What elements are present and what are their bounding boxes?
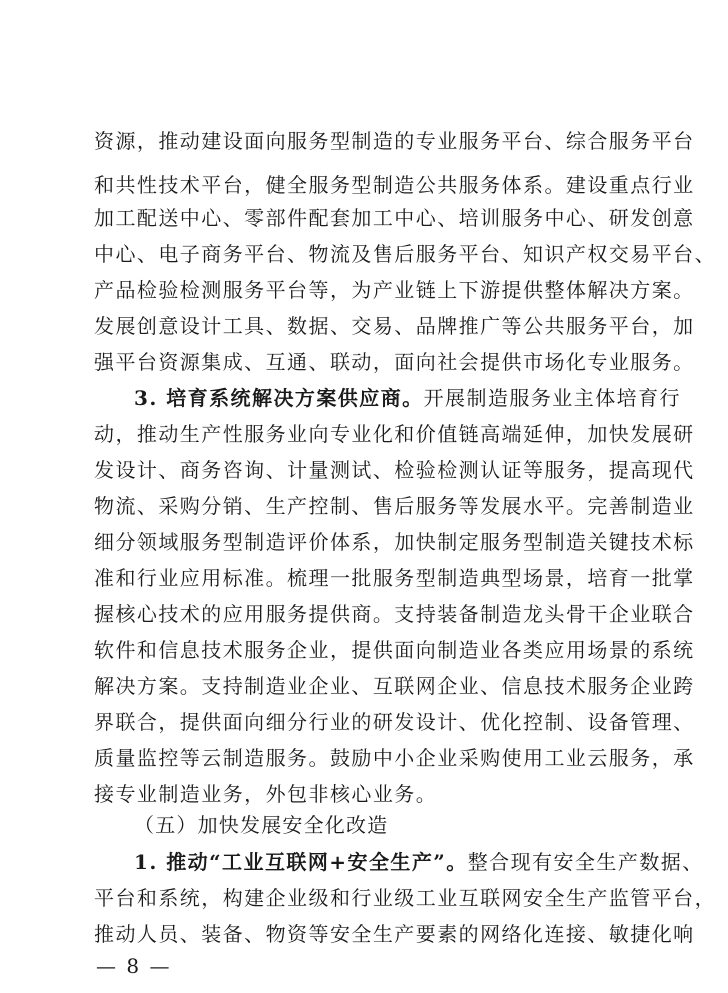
page-number: — 8 —	[96, 954, 172, 978]
body-text-line: 解决方案。支持制造业企业、互联网企业、信息技术服务企业跨	[94, 674, 695, 698]
subsection-title: （五）加快发展安全化改造	[134, 813, 389, 837]
body-text-line: 发展创意设计工具、数据、交易、品牌推广等公共服务平台，加	[94, 314, 695, 338]
body-text-line: 动，推动生产性服务业向专业化和价值链高端延伸，加快发展研	[94, 422, 695, 446]
body-text-line: 加工配送中心、零部件配套加工中心、培训服务中心、研发创意	[94, 206, 695, 230]
body-text-line: 软件和信息技术服务企业，提供面向制造业各类应用场景的系统	[94, 638, 695, 662]
body-text-line: 准和行业应用标准。梳理一批服务型制造典型场景，培育一批掌	[94, 566, 695, 590]
section-1-heading: 1. 推动“工业互联网+安全生产”。	[134, 850, 468, 874]
body-text-line: 界联合，提供面向细分行业的研发设计、优化控制、设备管理、	[94, 710, 695, 734]
section-1-first-line	[134, 852, 704, 872]
body-text-line: 平台和系统，构建企业级和行业级工业互联网安全生产监管平台，	[94, 886, 717, 910]
section-3-lead-text: 开展制造服务业主体培育行	[423, 386, 681, 410]
body-text-line: 物流、采购分销、生产控制、售后服务等发展水平。完善制造业	[94, 494, 695, 518]
body-text-line: 发设计、商务咨询、计量测试、检验检测认证等服务，提高现代	[94, 458, 695, 482]
body-text-line: 接专业制造业务，外包非核心业务。	[94, 782, 438, 806]
section-3-heading: 3. 培育系统解决方案供应商。	[134, 386, 424, 410]
body-text-line: 推动人员、装备、物资等安全生产要素的网络化连接、敏捷化响	[94, 922, 695, 946]
body-text-line: 握核心技术的应用服务提供商。支持装备制造龙头骨干企业联合	[94, 602, 695, 626]
body-text-line: 中心、电子商务平台、物流及售后服务平台、知识产权交易平台、	[94, 242, 717, 266]
body-text-line: 和共性技术平台，健全服务型制造公共服务体系。建设重点行业	[94, 173, 695, 197]
body-text-line: 产品检验检测服务平台等，为产业链上下游提供整体解决方案。	[94, 278, 695, 302]
section-1-lead-text: 整合现有安全生产数据、	[467, 850, 704, 874]
body-text-line: 资源，推动建设面向服务型制造的专业服务平台、综合服务平台	[94, 129, 695, 153]
body-text-line: 强平台资源集成、互通、联动，面向社会提供市场化专业服务。	[94, 350, 695, 374]
body-text-line: 细分领域服务型制造评价体系，加快制定服务型制造关键技术标	[94, 530, 695, 554]
section-3-first-line	[134, 388, 681, 408]
body-text-line: 质量监控等云制造服务。鼓励中小企业采购使用工业云服务，承	[94, 746, 695, 770]
